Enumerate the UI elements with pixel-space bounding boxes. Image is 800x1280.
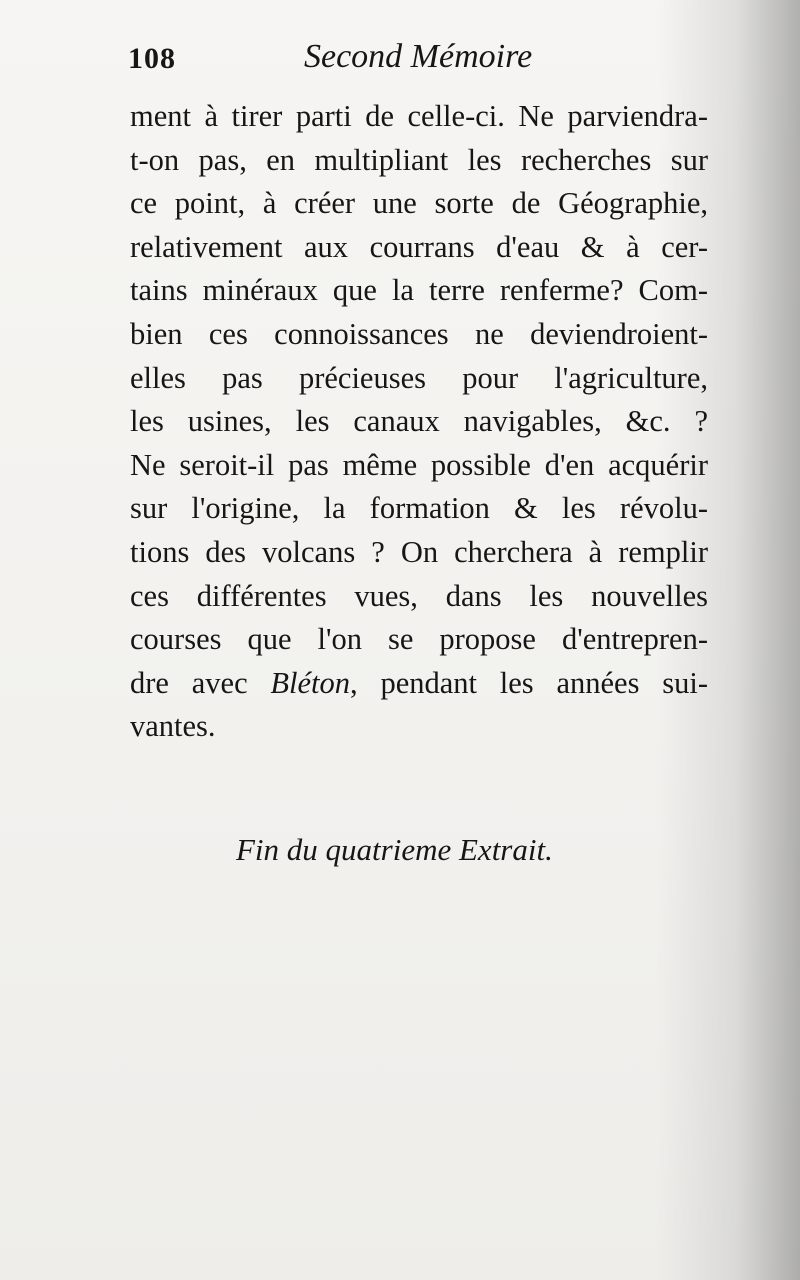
page-header — [128, 38, 708, 88]
text-line: courses que l'on se propose d'entrepren- — [130, 622, 708, 657]
text-line: vantes. — [130, 709, 216, 744]
text-line: ces différentes vues, dans les nouvelles — [130, 578, 708, 613]
text-line: tains minéraux que la terre renferme? Com- — [130, 273, 708, 308]
person-name: Bléton — [270, 665, 351, 700]
text-line: bien ces connoissances ne deviendroient- — [130, 316, 708, 351]
text-segment: dre avec — [130, 665, 271, 700]
text-line: elles pas précieuses pour l'agriculture, — [130, 360, 708, 395]
text-segment: , pendant les années sui- — [350, 665, 708, 700]
text-line: ment à tirer parti de celle-ci. Ne parviendra- — [130, 99, 708, 133]
text-line-with-name — [130, 662, 708, 706]
body-text — [130, 95, 708, 749]
page-number: 108 — [128, 42, 176, 75]
text-line: relativement aux courrans d'eau & à cer- — [130, 229, 708, 264]
text-line: t-on pas, en multipliant les recherches sur — [130, 142, 708, 177]
text-line: sur l'origine, la formation & les révolu- — [130, 491, 708, 526]
text-line: les usines, les canaux navigables, &c. ? — [130, 404, 708, 439]
text-line: tions des volcans ? On cherchera à remplir — [130, 534, 708, 569]
end-note: Fin du quatrieme Extrait. — [236, 832, 553, 867]
text-line: Ne seroit-il pas même possible d'en acquérir — [130, 447, 708, 482]
running-title: Second Mémoire — [304, 38, 533, 75]
text-line: ce point, à créer une sorte de Géographie, — [130, 186, 708, 221]
